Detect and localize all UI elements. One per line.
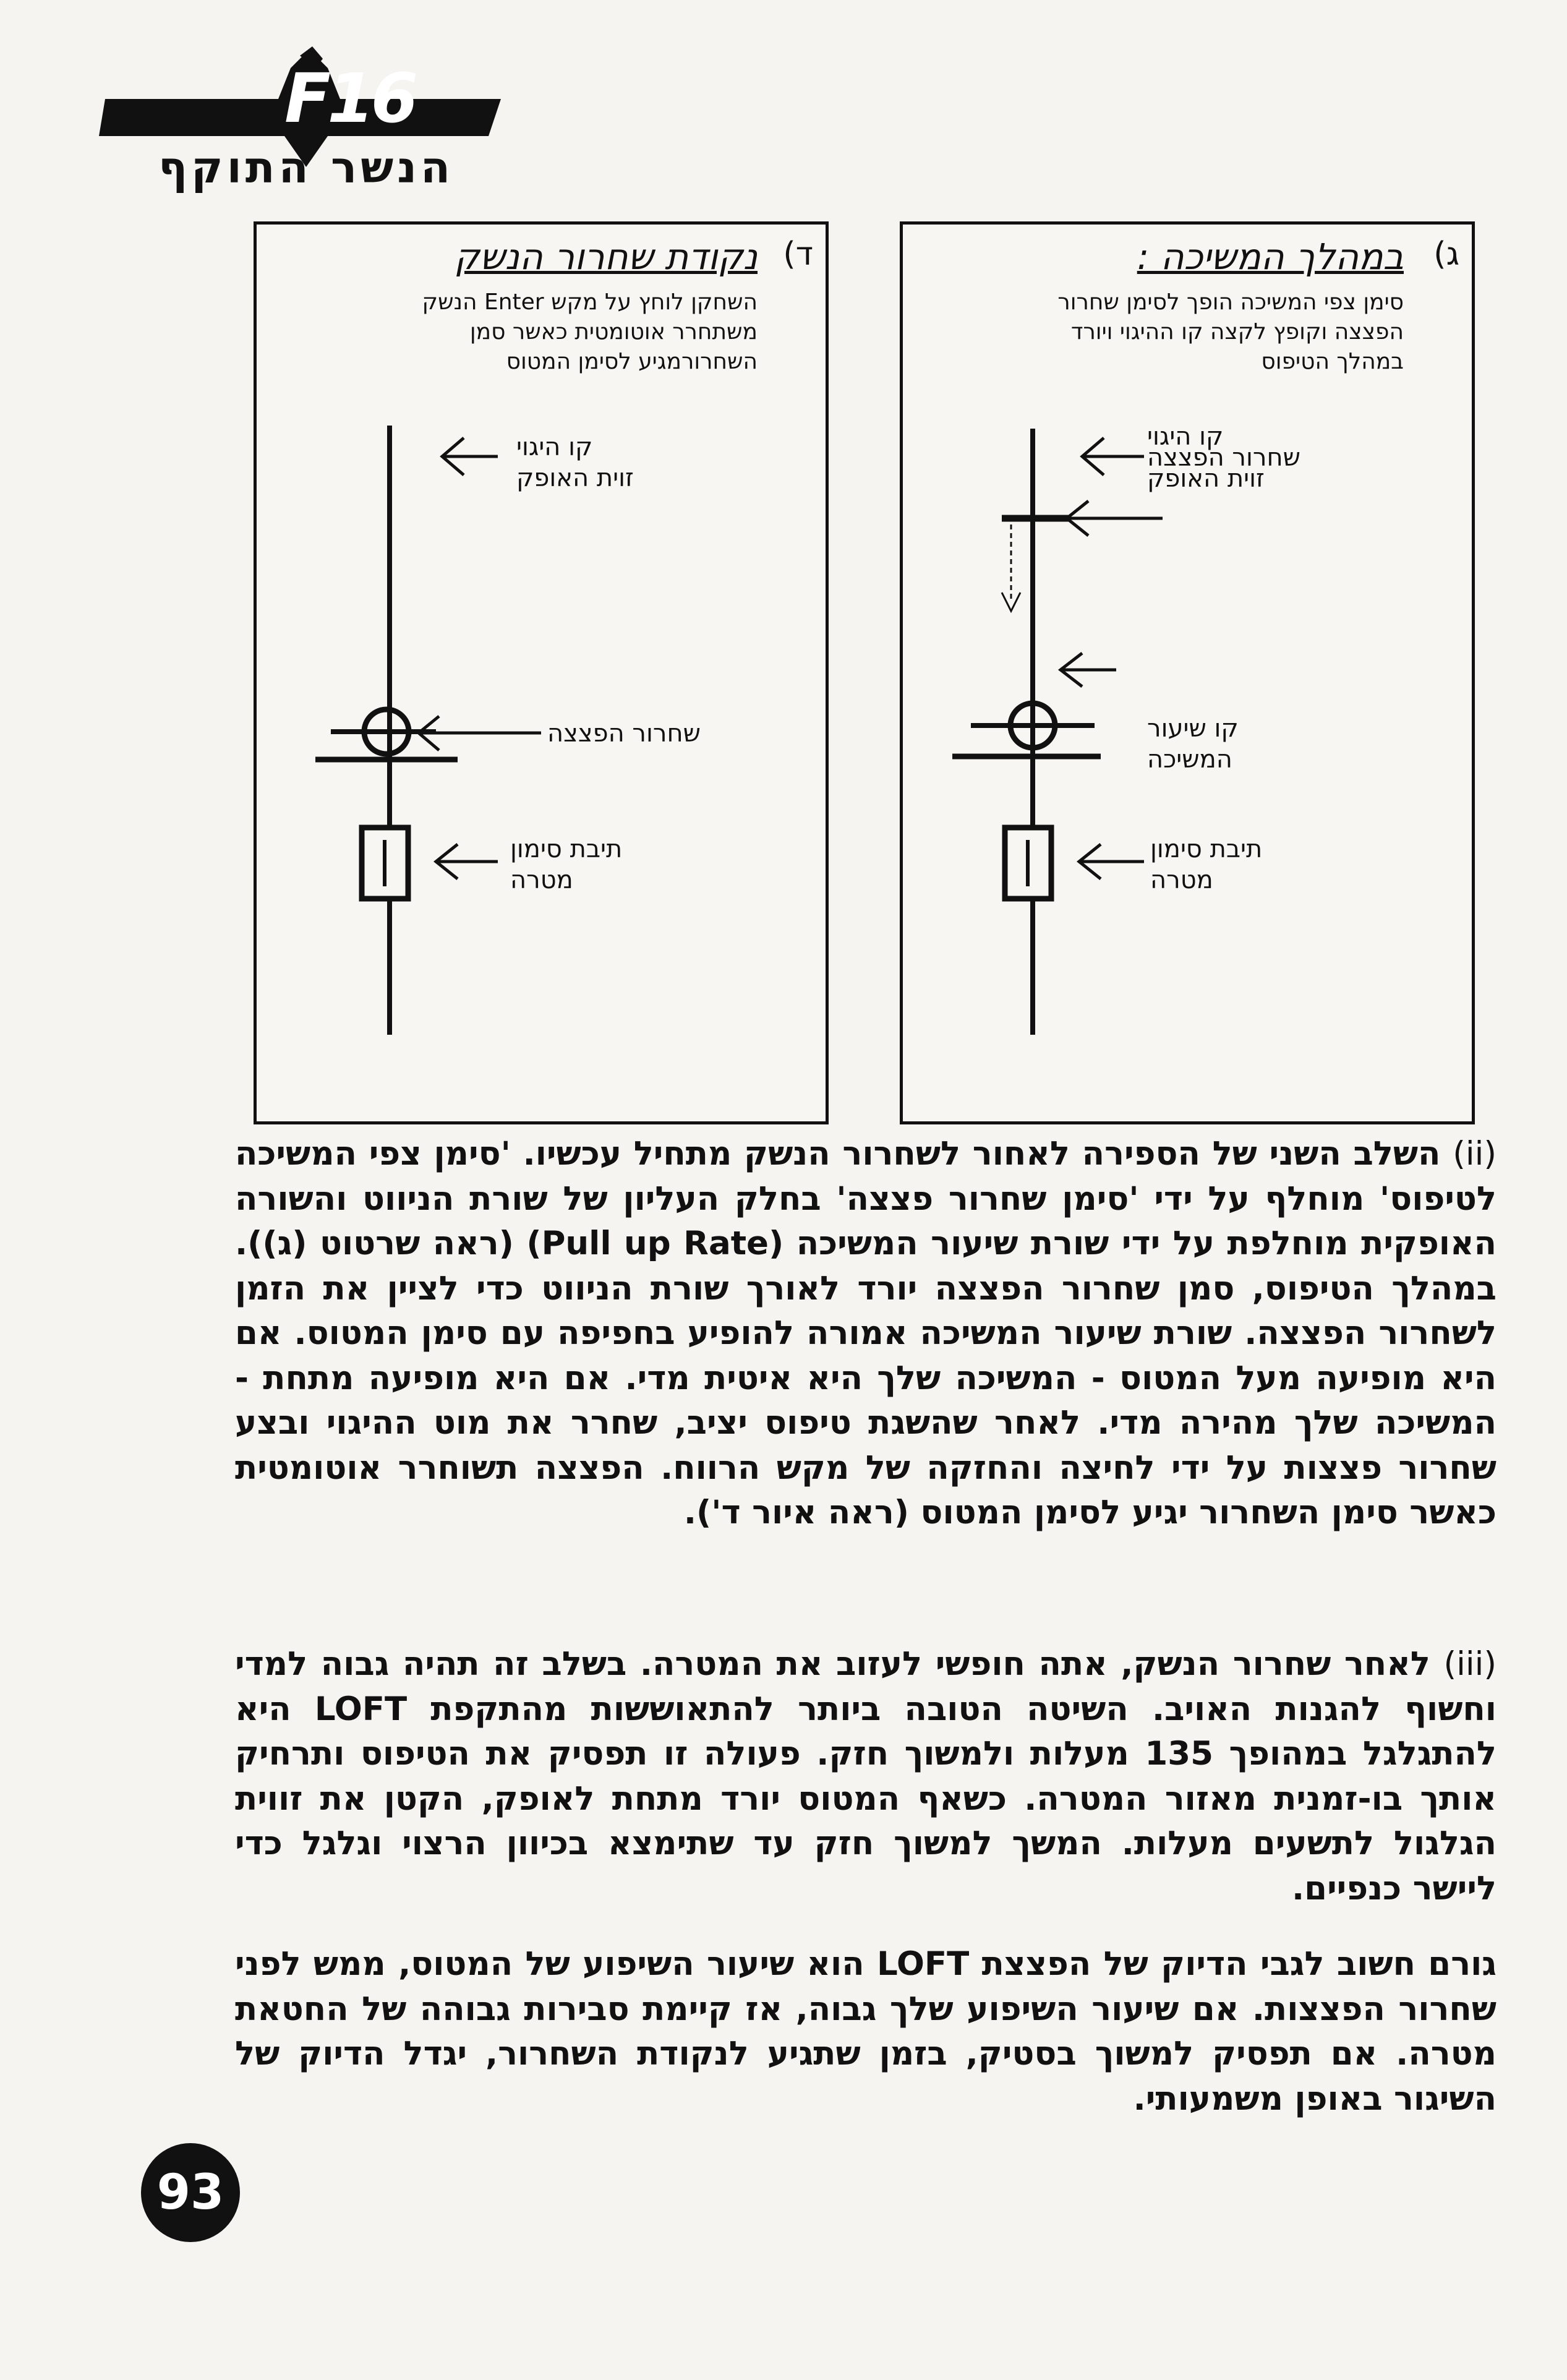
paragraph-loft-accuracy: גורם חשוב לגבי הדיוק של הפצצת LOFT הוא שיעור השיפוע של המטוס, ממש לפני שחרור הפצצות. אם שיעור השיפוע שלך גבוה, אז קיימת סבירות גבוהה של החטאת מטרה. אם תפסיק למשוך בסטיק, בזמן שתגיע לנקודת השחרור, יגדל הדיוק של השיגור באופן משמעותי.	[235, 1945, 1497, 2118]
label-target-box-2: מטרה	[1150, 866, 1213, 894]
arrow-heading	[1082, 438, 1144, 475]
paragraph-ii-text: השלב השני של הספירה לאחור לשחרור הנשק מתחיל עכשיו. 'סימן צפי המשיכה לטיפוס' מוחלף על ידי 'סימן שחרור פצצה' בחלק העליון של שורת הניווט והשורה האופקית מוחלפת על ידי שורת שיעור המשיכה (Pull up Rate) (ראה שרטוט (ג)). במהלך הטיפוס, סמן שחרור הפצצה יורד לאורך שורת הניווט כדי לציין את הזמן לשחרור הפצצה. שורת שיעור המשיכה אמורה להופיע בחפיפה עם סימן המטוס. אם היא מופיעה מעל המטוס - המשיכה שלך היא איטית מדי. אם היא מופיעה מתחת - המשיכה שלך מהירה מדי. לאחר שהשגת טיפוס יציב, שחרר את מוט ההיגוי ובצע שחרור פצצות על ידי לחיצה והחזקה של מקש הרווח. הפצצה תשוחרר אוטומטית כאשר סימן השחרור יגיע לסימן המטוס (ראה איור ד').	[235, 1135, 1497, 1531]
label-horizon-angle: זוית האופק	[1147, 464, 1265, 493]
arrow-release	[1067, 501, 1163, 536]
panel-g-letter: ג)	[1433, 236, 1459, 273]
logo-text: F16	[284, 59, 415, 138]
paragraph-iii-text: לאחר שחרור הנשק, אתה חופשי לעזוב את המטרה. בשלב זה תהיה גבוה למדי וחשוף להגנות האויב. השיטה הטובה ביותר להתאוששות מהתקפת LOFT היא להתגלגל במהופך 135 מעלות ולמשוך חזק. פעולה זו תפסיק את הטיפוס ותרחיק אותך בו-זמנית מאזור המטרה. כשאף המטוס יורד מתחת לאופק, הקטן את זווית הגלגול לתשעים מעלות. המשך למשוך חזק עד שתימצא בכיוון הרצוי וגלגל כדי ליישר כנפיים.	[235, 1645, 1497, 1907]
arrow-heading	[442, 438, 498, 475]
label-horizon-angle: זוית האופק	[516, 464, 634, 492]
label-target-box-2: מטרה	[510, 866, 573, 894]
panel-d-letter: ד)	[783, 236, 813, 273]
panel-d-description: השחקן לוחץ על מקש Enter הנשק משתחרר אוטומטית כאשר סמן השחרורמגיע לסימן המטוס	[422, 289, 758, 374]
arrow-release	[419, 716, 541, 750]
page-number: 93	[141, 2143, 240, 2242]
label-heading-line: קו היגוי	[1147, 422, 1224, 451]
panel-g-diagram	[903, 225, 1472, 1121]
label-pull-rate-2: המשיכה	[1147, 745, 1232, 774]
diagram-panel-g	[900, 221, 1475, 1124]
paragraph-iii	[235, 1642, 1497, 1911]
logo-subtitle: הנשר התוקף	[158, 142, 455, 193]
diagram-panel-d	[254, 221, 829, 1124]
paragraph-ii	[235, 1132, 1497, 1536]
label-bomb-release: שחרור הפצצה	[547, 719, 701, 748]
panel-d-title: נקודת שחרור הנשק	[454, 236, 758, 278]
paragraph-ii-marker: (ii)	[1453, 1135, 1497, 1173]
panel-g-title: במהלך המשיכה :	[1137, 236, 1404, 278]
label-pull-rate: קו שיעור	[1147, 714, 1239, 743]
arrow-target	[436, 844, 498, 879]
arrow-pull-rate	[1061, 653, 1116, 687]
label-target-box: תיבת סימון	[1150, 835, 1263, 863]
label-target-box: תיבת סימון	[510, 835, 623, 863]
label-heading-line: קו היגוי	[516, 433, 593, 461]
label-bomb-release: שחרור הפצצה	[1147, 443, 1300, 472]
panel-g-description: סימן צפי המשיכה הופך לסימן שחרור הפצצה וקופץ לקצה קו ההיגוי ויורד במהלך הטיפוס	[1057, 289, 1404, 374]
arrow-target	[1079, 844, 1144, 879]
panel-d-diagram	[257, 225, 826, 1121]
paragraph-iii-marker: (iii)	[1443, 1645, 1497, 1683]
